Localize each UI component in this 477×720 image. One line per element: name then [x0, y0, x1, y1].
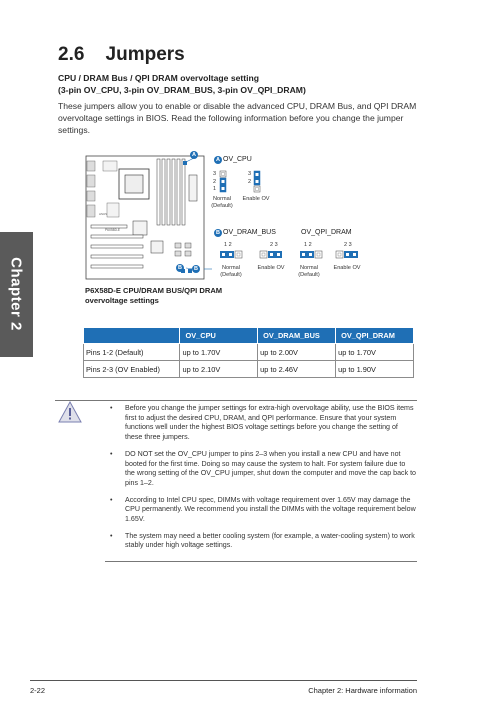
ov-cpu-enable-pin-3: 3 [248, 171, 252, 177]
table-row [84, 344, 414, 361]
table-header-ov-dram-bus: OV_DRAM_BUS [258, 328, 336, 344]
ov-dram-normal-label [214, 265, 248, 279]
diagram-caption-line2: overvoltage settings [85, 296, 159, 305]
ov-dram-enable-pins: 2 3 [270, 242, 278, 248]
subsection-title-line2: (3-pin OV_CPU, 3-pin OV_DRAM_BUS, 3-pin OV_QPI_DRAM) [58, 84, 306, 95]
ov-dram-normal-pins: 1 2 [224, 242, 232, 248]
ov-dram-bus-title: OV_DRAM_BUS [223, 229, 276, 236]
intro-paragraph: These jumpers allow you to enable or disable the advanced CPU, DRAM Bus, and QPI DRAM overvoltage settings in BIOS. Read the following information before you change the jumper settings. [58, 101, 417, 135]
chapter-tab-label: Chapter 2 [7, 257, 25, 331]
caution-notes-list [110, 404, 416, 558]
callout-lines [180, 150, 220, 280]
overvoltage-table [83, 327, 414, 378]
board-logo: ASUS [99, 212, 108, 216]
table-cell: Pins 2-3 (OV Enabled) [84, 361, 180, 378]
list-item: • Before you change the jumper settings for extra-high overvoltage ability, use the BIOS items first to adjust the desired CPU, DRAM, and QPI performance. Ensure that your system functions well under the highest BIOS voltage settings before you change the setting of these three jumpers. [110, 404, 416, 443]
ov-qpi-dram-title: OV_QPI_DRAM [301, 229, 352, 236]
ov-dram-default-text: (Default) [220, 272, 242, 278]
table-cell: up to 1.90V [336, 361, 414, 378]
list-item: • According to Intel CPU spec, DIMMs with voltage requirement over 1.65V may damage the CPU permanently. We recommend you install the DIMMs with the voltage requirement below 1.65V. [110, 496, 416, 525]
ov-dram-normal-text: Normal [221, 265, 241, 271]
ov-cpu-default-text: (Default) [211, 203, 233, 209]
table-row [84, 361, 414, 378]
ov-cpu-enable-pin-2: 2 [248, 179, 252, 185]
ov-cpu-pin-3: 3 [213, 171, 217, 177]
table-cell: up to 2.10V [180, 361, 258, 378]
table-cell: up to 1.70V [180, 344, 258, 361]
ov-cpu-enable-label: Enable OV [242, 196, 270, 202]
ov-cpu-normal-label [206, 196, 238, 210]
section-heading: Jumpers [105, 44, 185, 65]
section-title [58, 44, 185, 66]
ov-dram-enable-label: Enable OV [257, 265, 285, 271]
table-header-ov-qpi-dram: OV_QPI_DRAM [336, 328, 414, 344]
table-header-row [84, 328, 414, 344]
ov-qpi-enable-pins: 2 3 [344, 242, 352, 248]
list-item: • The system may need a better cooling system (for example, a water-cooling system) to work stably under high voltage settings. [110, 532, 416, 551]
diagram-caption-line1: P6X58D-E CPU/DRAM BUS/QPI DRAM [85, 286, 223, 295]
ov-cpu-jumper-diagram [219, 170, 269, 196]
table-cell: up to 1.70V [336, 344, 414, 361]
footer-divider [30, 680, 417, 681]
ov-qpi-enable-label: Enable OV [333, 265, 361, 271]
subsection-title-line1: CPU / DRAM Bus / QPI DRAM overvoltage setting [58, 73, 260, 83]
table-cell: up to 2.00V [258, 344, 336, 361]
ov-qpi-default-text: (Default) [298, 272, 320, 278]
subsection-title [58, 73, 418, 96]
ov-qpi-normal-pins: 1 2 [304, 242, 312, 248]
table-header-ov-cpu: OV_CPU [180, 328, 258, 344]
ov-cpu-pin-2: 2 [213, 179, 217, 185]
board-model-label: P6X58D-E [105, 228, 121, 232]
chapter-tab [0, 232, 33, 357]
table-header-blank [84, 328, 180, 344]
ov-cpu-badge: A [214, 156, 222, 164]
diagram-caption [85, 286, 265, 306]
page-number: 2-22 [30, 686, 46, 695]
table-cell: up to 2.46V [258, 361, 336, 378]
ov-qpi-normal-text: Normal [299, 265, 319, 271]
notes-divider-top [55, 400, 417, 401]
callout-badge-a: A [190, 151, 198, 159]
table-cell: Pins 1-2 (Default) [84, 344, 180, 361]
footer-chapter-title: Chapter 2: Hardware information [308, 686, 417, 695]
ov-dram-qpi-jumper-diagram [219, 249, 369, 261]
callout-badge-b-2: B [192, 265, 200, 273]
ov-cpu-title: OV_CPU [223, 156, 252, 163]
ov-cpu-pin-1: 1 [213, 186, 217, 192]
ov-qpi-normal-label [292, 265, 326, 279]
callout-badge-b-1: B [176, 264, 184, 272]
ov-cpu-normal-text: Normal [212, 196, 232, 202]
list-item: • DO NOT set the OV_CPU jumper to pins 2–3 when you install a new CPU and have not booted for the first time. Doing so may cause the system to halt. For system failure due to the wrong setting of the OV_CPU jumper, shut down the computer and move the cap back to pins 1–2. [110, 450, 416, 489]
notes-divider-bottom [105, 561, 417, 562]
section-number: 2.6 [58, 44, 85, 65]
caution-triangle-icon [58, 401, 82, 423]
ov-dram-badge: B [214, 229, 222, 237]
